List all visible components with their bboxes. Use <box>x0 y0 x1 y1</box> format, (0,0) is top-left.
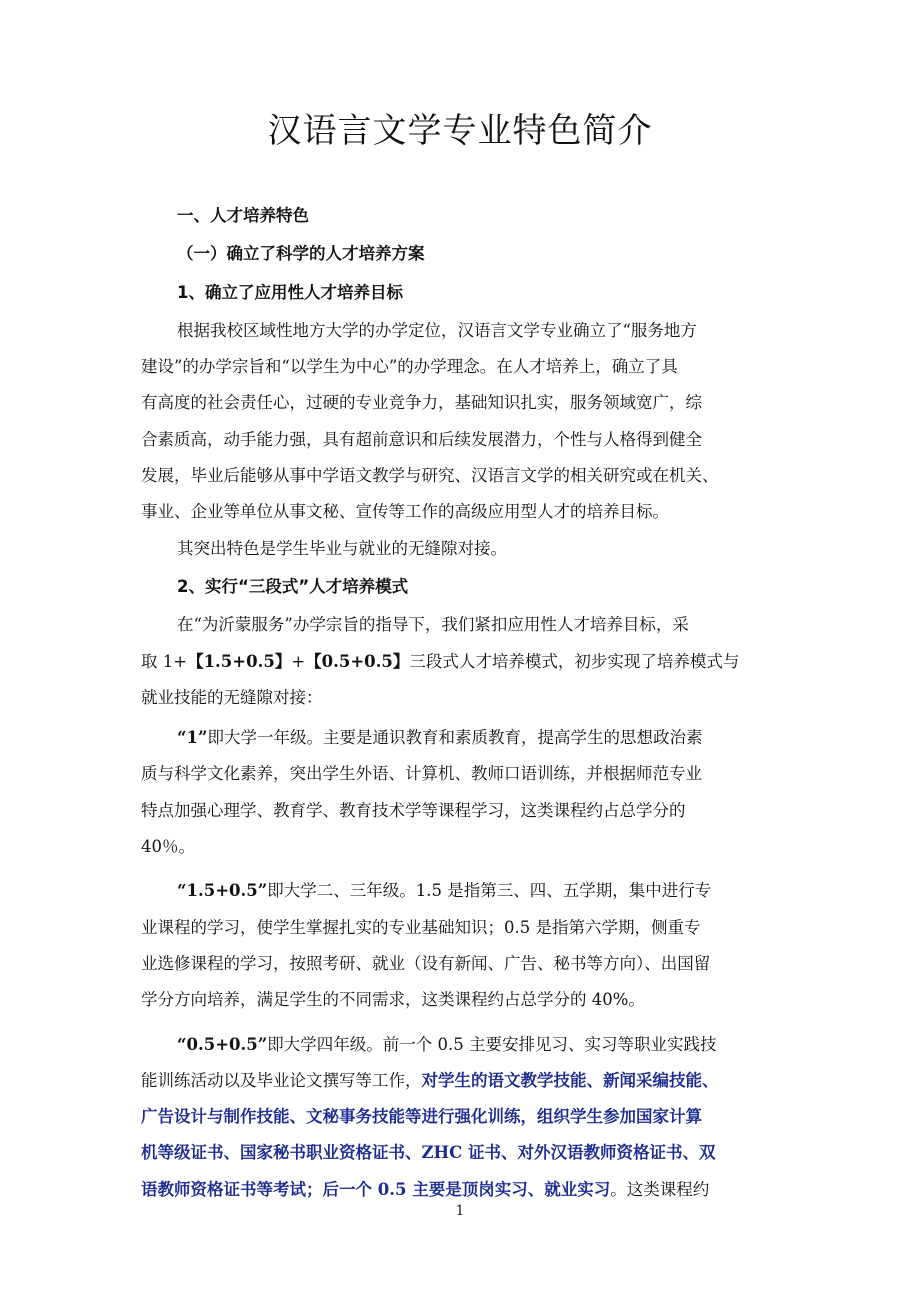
highlighted-line: 广告设计与制作技能、文秘事务技能等进行强化训练，组织学生参加国家计算 <box>141 1107 702 1127</box>
paragraph-line: 质与科学文化素养，突出学生外语、计算机、教师口语训练，并根据师范专业 <box>141 764 702 784</box>
item-heading-1: 1、确立了应用性人才培养目标 <box>177 282 403 302</box>
paragraph-line <box>141 720 781 756</box>
paragraph-4 <box>141 720 781 865</box>
paragraph-text: 即大学二、三年级。1.5 是指第三、四、五学期，集中进行专 <box>267 881 712 901</box>
paragraph-line: 建设”的办学宗旨和“以学生为中心”的办学理念。在人才培养上，确立了具 <box>141 357 678 377</box>
paragraph-text: 能训练活动以及毕业论文撰写等工作， <box>141 1070 422 1090</box>
formula-plus: + <box>291 651 306 671</box>
highlighted-text: 语教师资格证书等考试；后一个 0.5 主要是顶岗实习、就业实习 <box>141 1179 611 1199</box>
formula-part-2: 【0.5+0.5】 <box>305 651 410 671</box>
paragraph-line: 业选修课程的学习，按照考研、就业（设有新闻、广告、秘书等方向）、出国留 <box>141 953 711 973</box>
paragraph-5 <box>141 873 781 1018</box>
paragraph-line: 在“为沂蒙服务”办学宗旨的指导下，我们紧扣应用性人才培养目标，采 <box>177 615 689 635</box>
section-heading: 一、人才培养特色 <box>177 206 309 225</box>
paragraph-line: 40％。 <box>141 837 195 857</box>
paragraph-line: 发展，毕业后能够从事中学语文教学与研究、汉语言文学的相关研究或在机关、 <box>141 466 719 486</box>
paragraph-line: 学分方向培养，满足学生的不同需求，这类课程约占总学分的 40%。 <box>141 990 645 1010</box>
paragraph-line: 事业、企业等单位从事文秘、宣传等工作的高级应用型人才的培养目标。 <box>141 502 669 522</box>
paragraph-1 <box>141 313 781 531</box>
paragraph-6 <box>141 1027 781 1208</box>
paragraph-3 <box>141 607 781 716</box>
stage-label: “0.5+0.5” <box>177 1034 268 1054</box>
subsection-heading: （一）确立了科学的人才培养方案 <box>177 244 425 264</box>
page-number: 1 <box>455 1203 465 1219</box>
paragraph-line <box>141 1027 781 1063</box>
formula-part-1: 【1.5+0.5】 <box>187 651 292 671</box>
highlighted-text: 对学生的语文教学技能、新闻采编技能、 <box>421 1070 719 1090</box>
formula-prefix: 取 1+ <box>141 651 188 671</box>
paragraph-line <box>141 644 781 680</box>
paragraph-line <box>141 873 781 909</box>
paragraph-line: 就业技能的无缝隙对接： <box>141 687 323 707</box>
paragraph-line: 特点加强心理学、教育学、教育技术学等课程学习，这类课程约占总学分的 <box>141 800 686 820</box>
highlighted-line: 机等级证书、国家秘书职业资格证书、ZHC 证书、对外汉语教师资格证书、双 <box>141 1143 716 1163</box>
paragraph-text: 即大学一年级。主要是通识教育和素质教育，提高学生的思想政治素 <box>207 728 703 748</box>
item-heading-2: 2、实行“三段式”人才培养模式 <box>177 576 409 596</box>
paragraph-line: 根据我校区域性地方大学的办学定位，汉语言文学专业确立了“服务地方 <box>177 320 697 340</box>
stage-label: “1” <box>177 728 208 748</box>
paragraph-text: 即大学四年级。前一个 0.5 主要安排见习、实习等职业实践技 <box>267 1034 717 1054</box>
paragraph-text: 。这类课程约 <box>610 1179 710 1199</box>
paragraph-line: 业课程的学习，使学生掌握扎实的专业基础知识；0.5 是指第六学期，侧重专 <box>141 917 701 937</box>
document-body <box>141 192 781 1208</box>
document-title: 汉语言文学专业特色简介 <box>267 111 653 151</box>
paragraph-line: 有高度的社会责任心，过硬的专业竞争力，基础知识扎实，服务领域宽广，综 <box>141 393 702 413</box>
paragraph-2: 其突出特色是学生毕业与就业的无缝隙对接。 <box>177 538 507 558</box>
paragraph-line: 合素质高，动手能力强，具有超前意识和后续发展潜力，个性与人格得到健全 <box>141 429 702 449</box>
paragraph-line <box>141 1063 781 1099</box>
paragraph-text: 三段式人才培养模式，初步实现了培养模式与 <box>409 651 740 671</box>
stage-label: “1.5+0.5” <box>177 881 268 901</box>
